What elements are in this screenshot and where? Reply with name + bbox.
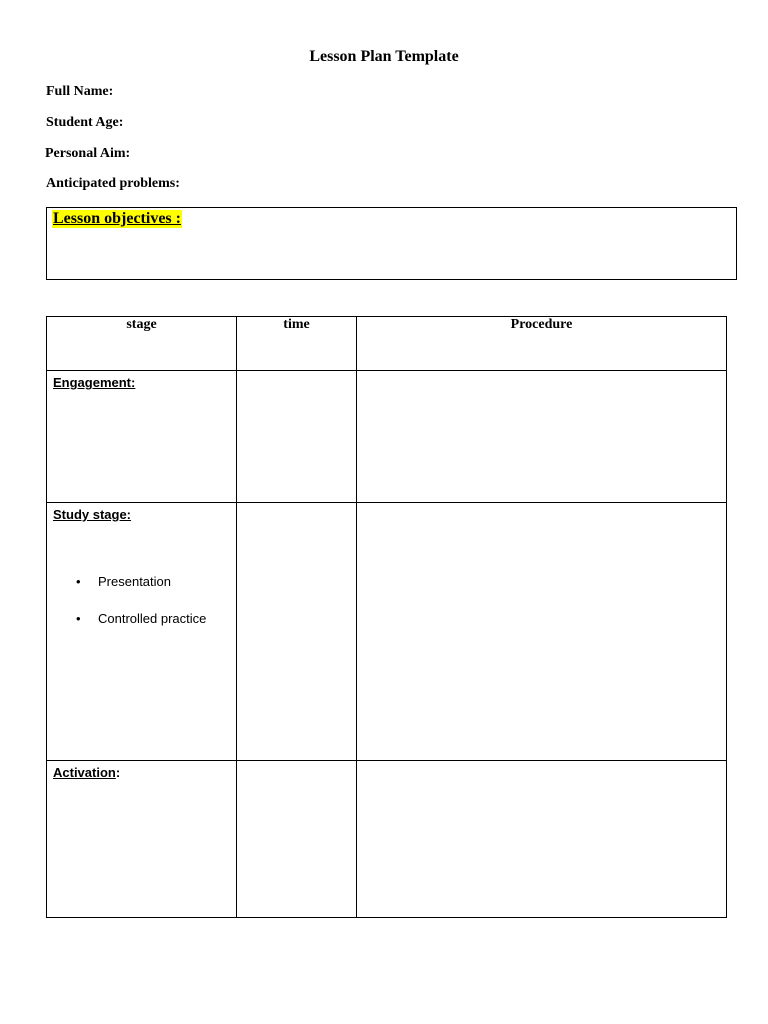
table-row-study: [47, 503, 727, 761]
list-item-text: Presentation: [98, 574, 171, 589]
anticipated-problems-label: Anticipated problems:: [46, 176, 180, 191]
personal-aim-label: Personal Aim:: [45, 146, 131, 161]
lesson-objectives-box: [46, 207, 737, 280]
study-stage-cell: [47, 503, 237, 761]
list-item: [47, 574, 236, 611]
activation-stage-colon: :: [115, 765, 121, 780]
list-item-text: Controlled practice: [98, 611, 207, 626]
bullet-icon: •: [76, 574, 81, 589]
table-row-engagement: [47, 371, 727, 503]
study-time-cell: [237, 503, 357, 761]
table-row-activation: [47, 761, 727, 918]
full-name-label: Full Name:: [46, 84, 114, 99]
procedure-column-header: Procedure: [357, 317, 727, 371]
time-column-header: time: [237, 317, 357, 371]
activation-time-cell: [237, 761, 357, 918]
lesson-objectives-label: Lesson objectives :: [53, 210, 181, 227]
table-header-row: [47, 317, 727, 371]
page-title: Lesson Plan Template: [309, 48, 459, 65]
activation-stage-label: Activation: [53, 765, 116, 780]
lesson-plan-table: [46, 316, 727, 918]
study-procedure-cell: [357, 503, 727, 761]
activation-stage-cell: [47, 761, 237, 918]
engagement-procedure-cell: [357, 371, 727, 503]
activation-procedure-cell: [357, 761, 727, 918]
engagement-stage-cell: [47, 371, 237, 503]
study-stage-label: Study stage:: [53, 507, 132, 522]
student-age-label: Student Age:: [46, 115, 124, 130]
list-item: [47, 611, 236, 648]
engagement-stage-label: Engagement:: [53, 375, 136, 390]
stage-column-header: stage: [47, 317, 237, 371]
engagement-time-cell: [237, 371, 357, 503]
study-stage-list: [47, 574, 236, 648]
bullet-icon: •: [76, 611, 81, 626]
